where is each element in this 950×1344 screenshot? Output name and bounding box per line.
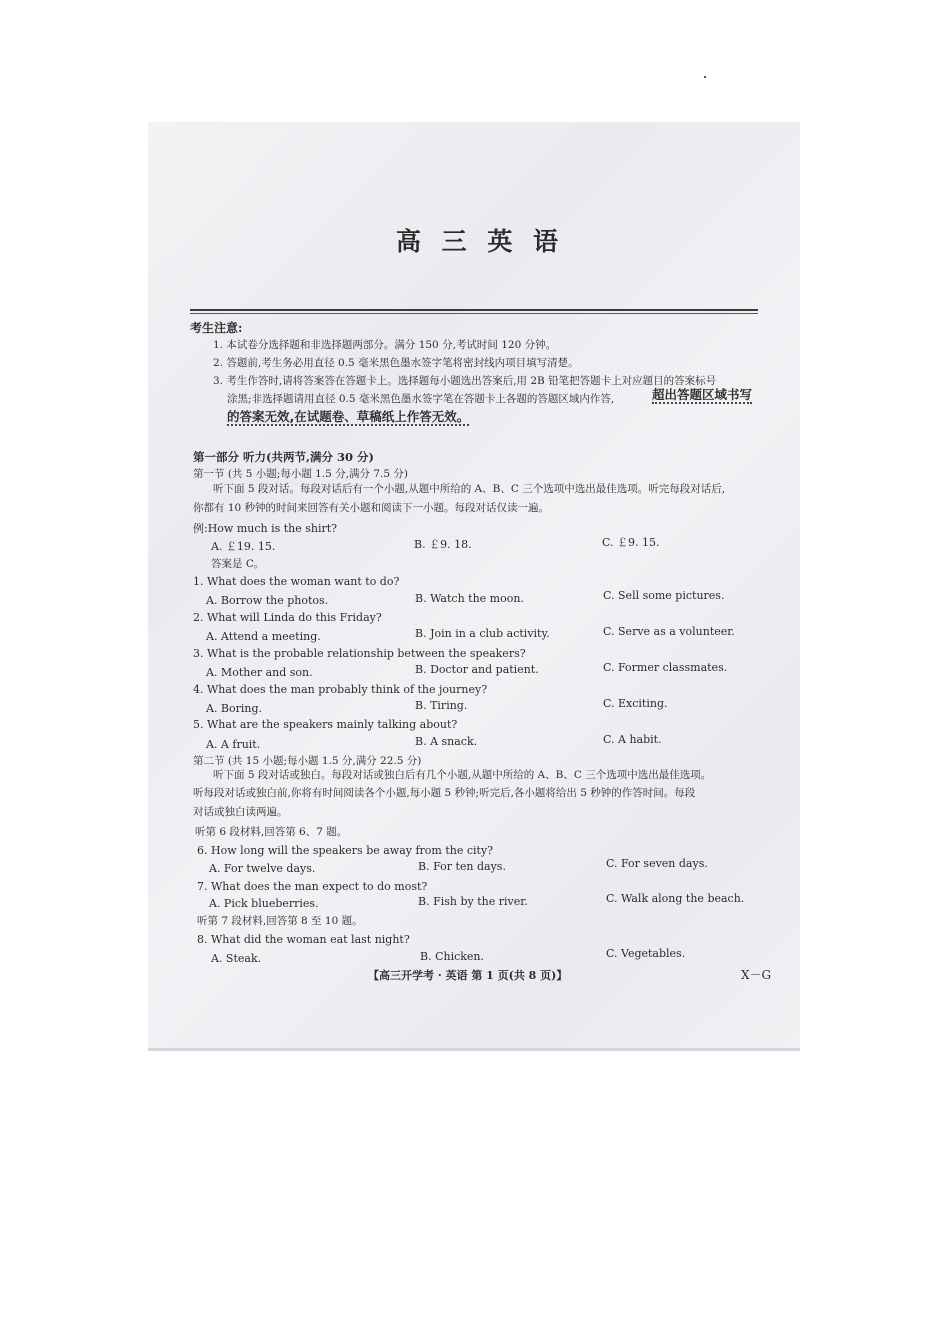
question-6: 6. How long will the speakers be away from the city? bbox=[197, 844, 494, 857]
question-2-option-b: B. Join in a club activity. bbox=[415, 627, 550, 640]
notice-item-2: 2. 答题前,考生务必用直径 0.5 毫米黑色墨水签字笔将密封线内项目填写清楚。 bbox=[213, 357, 579, 369]
question-1-option-c: C. Sell some pictures. bbox=[603, 589, 725, 602]
notice-item-3: 3. 考生作答时,请将答案答在答题卡上。选择题每小题选出答案后,用 2B 铅笔把答题卡上对应题目的答案标号 bbox=[213, 375, 717, 387]
part1-heading: 第一部分 听力(共两节,满分 30 分) bbox=[193, 450, 374, 464]
question-8-option-a: A. Steak. bbox=[211, 952, 262, 965]
example-answer: 答案是 C。 bbox=[211, 558, 265, 570]
material-6-label: 听第 6 段材料,回答第 6、7 题。 bbox=[195, 826, 348, 838]
section2-instructions-1: 听下面 5 段对话或独白。每段对话或独白后有几个小题,从题中所给的 A、B、C 三个选项中选出最佳选项。 bbox=[213, 769, 712, 781]
section1-heading: 第一节 (共 5 小题;每小题 1.5 分,满分 7.5 分) bbox=[193, 468, 409, 480]
example-option-c: C. ￡9. 15. bbox=[602, 536, 660, 549]
question-5: 5. What are the speakers mainly talking about? bbox=[193, 718, 458, 731]
question-5-option-a: A. A fruit. bbox=[206, 738, 261, 751]
notice-item-1: 1. 本试卷分选择题和非选择题两部分。满分 150 分,考试时间 120 分钟。 bbox=[213, 339, 557, 351]
notice-item-3-cont: 涂黑;非选择题请用直径 0.5 毫米黑色墨水签字笔在答题卡上各题的答题区域内作答, bbox=[227, 393, 615, 405]
scan-dot bbox=[704, 76, 706, 78]
section2-heading: 第二节 (共 15 小题;每小题 1.5 分,满分 22.5 分) bbox=[193, 755, 422, 767]
example-question: 例:How much is the shirt? bbox=[193, 522, 338, 535]
notice-warning-part2: 的答案无效,在试题卷、草稿纸上作答无效。 bbox=[227, 409, 470, 424]
question-1-option-b: B. Watch the moon. bbox=[415, 592, 524, 605]
question-6-option-b: B. For ten days. bbox=[418, 860, 506, 873]
material-7-label: 听第 7 段材料,回答第 8 至 10 题。 bbox=[197, 915, 363, 927]
question-8: 8. What did the woman eat last night? bbox=[197, 933, 410, 946]
page-footer: 【高三开学考 · 英语 第 1 页(共 8 页)】 bbox=[368, 969, 568, 982]
paper-code: X－G bbox=[741, 968, 772, 982]
question-7-option-c: C. Walk along the beach. bbox=[606, 892, 745, 905]
question-4-option-b: B. Tiring. bbox=[415, 699, 468, 712]
question-3-option-b: B. Doctor and patient. bbox=[415, 663, 539, 676]
question-8-option-b: B. Chicken. bbox=[420, 950, 485, 963]
question-4: 4. What does the man probably think of the journey? bbox=[193, 683, 488, 696]
example-option-a: A. ￡19. 15. bbox=[211, 540, 276, 553]
question-2: 2. What will Linda do this Friday? bbox=[193, 611, 382, 624]
scan-edge bbox=[148, 1048, 800, 1051]
page-title: 高 三 英 语 bbox=[395, 227, 565, 256]
question-7-option-b: B. Fish by the river. bbox=[418, 895, 528, 908]
question-7-option-a: A. Pick blueberries. bbox=[209, 897, 319, 910]
notice-heading: 考生注意: bbox=[190, 321, 243, 335]
question-5-option-c: C. A habit. bbox=[603, 733, 662, 746]
question-5-option-b: B. A snack. bbox=[415, 735, 478, 748]
example-option-b: B. ￡9. 18. bbox=[414, 538, 472, 551]
question-8-option-c: C. Vegetables. bbox=[606, 947, 686, 960]
question-1-option-a: A. Borrow the photos. bbox=[206, 594, 329, 607]
question-2-option-a: A. Attend a meeting. bbox=[206, 630, 321, 643]
header-rule-thin bbox=[190, 313, 758, 314]
header-rule bbox=[190, 309, 758, 311]
notice-warning-part1: 超出答题区域书写 bbox=[652, 387, 753, 402]
question-4-option-a: A. Boring. bbox=[206, 702, 263, 715]
section1-instructions-1: 听下面 5 段对话。每段对话后有一个小题,从题中所给的 A、B、C 三个选项中选出最佳选项。听完每段对话后, bbox=[213, 483, 726, 495]
question-3-option-a: A. Mother and son. bbox=[206, 666, 313, 679]
question-6-option-c: C. For seven days. bbox=[606, 857, 708, 870]
question-6-option-a: A. For twelve days. bbox=[209, 862, 316, 875]
question-2-option-c: C. Serve as a volunteer. bbox=[603, 625, 735, 638]
question-3-option-c: C. Former classmates. bbox=[603, 661, 728, 674]
question-1: 1. What does the woman want to do? bbox=[193, 575, 400, 588]
section1-instructions-2: 你都有 10 秒钟的时间来回答有关小题和阅读下一小题。每段对话仅读一遍。 bbox=[193, 502, 550, 514]
question-7: 7. What does the man expect to do most? bbox=[197, 880, 428, 893]
section2-instructions-2: 听每段对话或独白前,你将有时间阅读各个小题,每小题 5 秒钟;听完后,各小题将给出 5 秒钟的作答时间。每段 bbox=[193, 787, 696, 799]
question-3: 3. What is the probable relationship between the speakers? bbox=[193, 647, 526, 660]
section2-instructions-3: 对话或独白读两遍。 bbox=[193, 806, 288, 818]
question-4-option-c: C. Exciting. bbox=[603, 697, 668, 710]
